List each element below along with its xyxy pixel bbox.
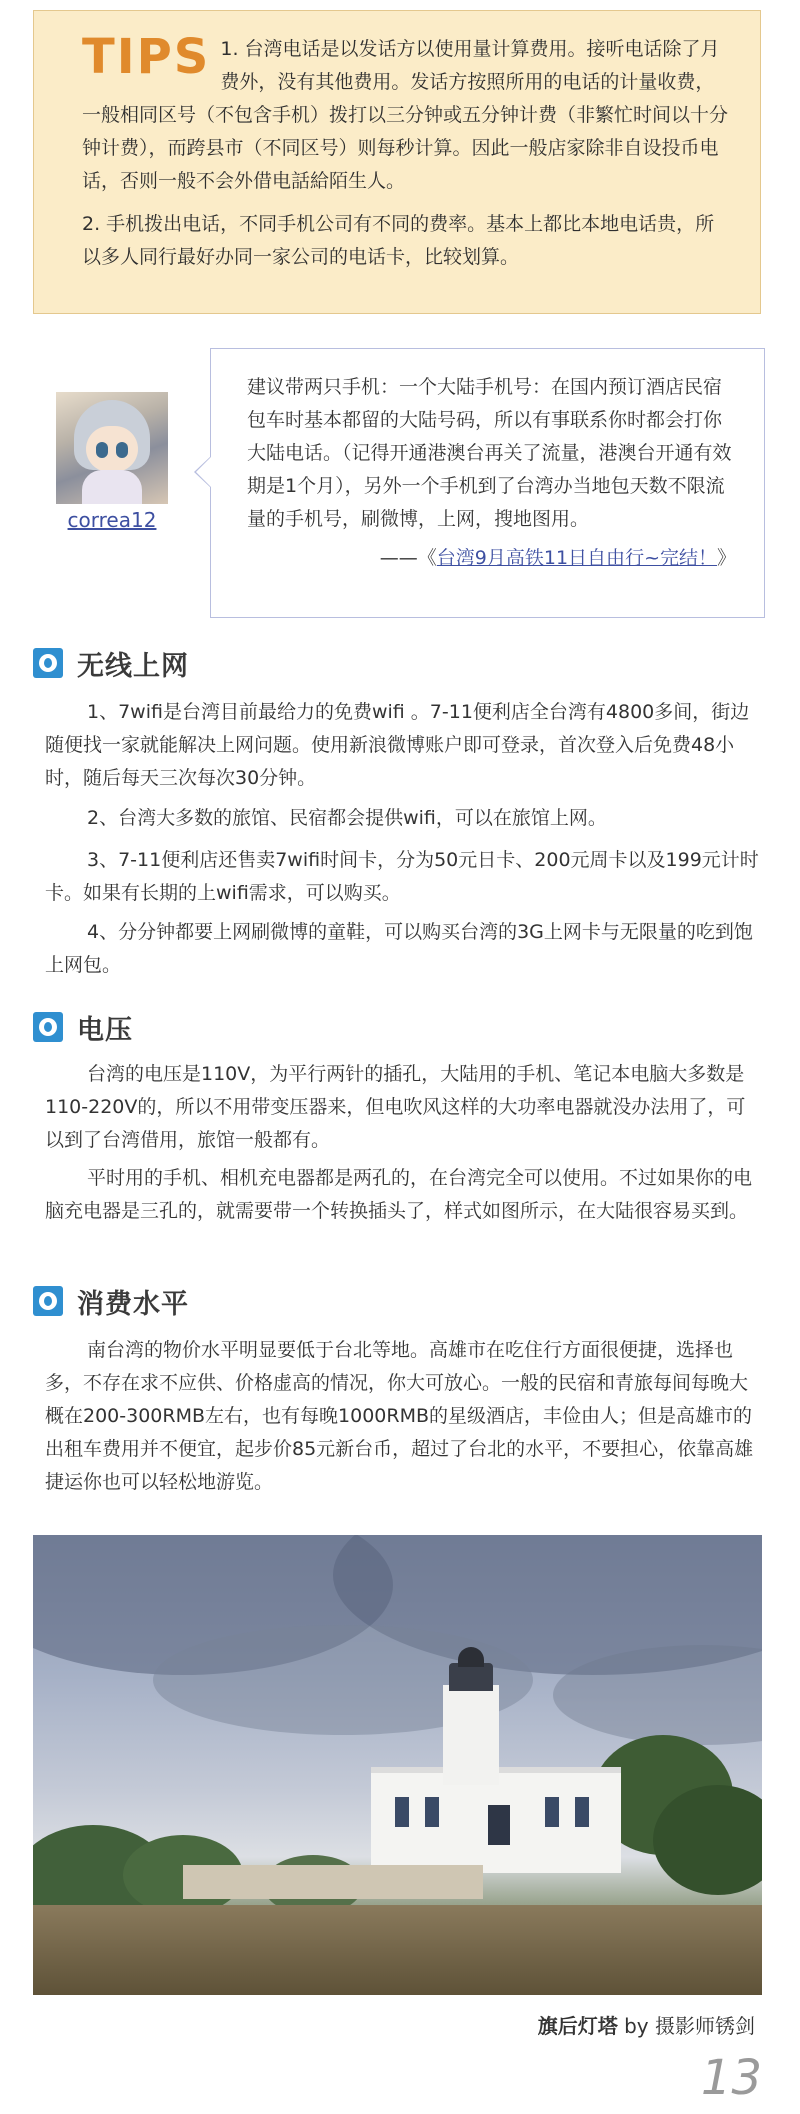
lighthouse-photo [33,1535,762,1995]
tips-heading: TIPS [82,29,211,85]
tips-box [33,10,761,314]
photo-caption [538,2010,755,2039]
quote-source-suffix: 》 [716,547,736,569]
wifi-paragraph-4: 4、分分钟都要上网刷微博的童鞋，可以购买台湾的3G上网卡与无限量的吃到饱上网包。 [45,921,753,976]
voltage-paragraph-1: 台湾的电压是110V，为平行两针的插孔，大陆用的手机、笔记本电脑大多数是110-220V的，所以不用带变压器来，但电吹风这样的大功率电器就没办法用了，可以到了台湾借用，旅馆一般都有。 [45,1063,746,1151]
balloon-icon [33,1012,63,1042]
section-title: 电压 [77,1014,133,1046]
quote-arrow-inner [196,457,211,487]
section-cost-header [33,1284,189,1318]
page-number: 13 [700,2050,762,2106]
quote-box [210,348,765,618]
quote-source [247,542,736,575]
quote-source-prefix: ——《 [379,547,437,569]
wifi-paragraph-2: 2、台湾大多数的旅馆、民宿都会提供wifi，可以在旅馆上网。 [87,807,607,829]
quote-username[interactable]: correa12 [67,508,157,532]
cost-paragraph-1: 南台湾的物价水平明显要低于台北等地。高雄市在吃住行方面很便捷，选择也多，不存在求不应供、价格虚高的情况，你大可放心。一般的民宿和青旅每间每晚大概在200-300RMB左右，也有每晚1000RMB的星级酒店，丰俭由人；但是高雄市的出租车费用并不便宜，起步价85元新台币，超过了台北的水平，不要担心，依靠高雄捷运你也可以轻松地游览。 [45,1339,754,1493]
voltage-paragraph-2: 平时用的手机、相机充电器都是两孔的，在台湾完全可以使用。不过如果你的电脑充电器是三孔的，就需要带一个转换插头了，样式如图所示，在大陆很容易买到。 [45,1167,753,1222]
wifi-paragraph-1: 1、7wifi是台湾目前最给力的免费wifi 。7-11便利店全台湾有4800多间，街边随便找一家就能解决上网问题。使用新浪微博账户即可登录，首次登入后免费48小时，随后每天三次每次30分钟。 [45,701,750,789]
wifi-paragraph-3: 3、7-11便利店还售卖7wifi时间卡，分为50元日卡、200元周卡以及199元计时卡。如果有长期的上wifi需求，可以购买。 [45,849,759,904]
avatar[interactable] [56,392,168,504]
section-title: 消费水平 [77,1288,189,1320]
photo-caption-credit: by 摄影师锈剑 [617,2014,755,2038]
tips-text-1: 1. 台湾电话是以发话方以使用量计算费用。接听电话除了月费外，没有其他费用。发话方按照所用的电话的计量收费，一般相同区号（不包含手机）拨打以三分钟或五分钟计费（非繁忙时间以十分钟计费），而跨县市（不同区号）则每秒计算。因此一般店家除非自设投币电话，否则一般不会外借电話給陌生人。 [82,38,729,192]
section-title: 无线上网 [77,650,189,682]
tips-paragraph-2: 2. 手机拨出电话，不同手机公司有不同的费率。基本上都比本地电话贵，所以多人同行最好办同一家公司的电话卡，比较划算。 [82,213,715,268]
balloon-icon [33,648,63,678]
section-voltage-header [33,1010,133,1044]
balloon-icon [33,1286,63,1316]
photo-caption-title: 旗后灯塔 [537,2014,618,2038]
tips-paragraph-1 [82,29,730,198]
section-wifi-header [33,646,189,680]
quote-source-link[interactable]: 台湾9月高铁11日自由行~完结！ [436,547,717,569]
quote-text: 建议带两只手机：一个大陆手机号：在国内预订酒店民宿包车时基本都留的大陆号码，所以有事联系你时都会打你大陆电话。（记得开通港澳台再关了流量，港澳台开通有效期是1个月），另外一个手机到了台湾办当地包天数不限流量的手机号，刷微博，上网，搜地图用。 [247,376,732,530]
